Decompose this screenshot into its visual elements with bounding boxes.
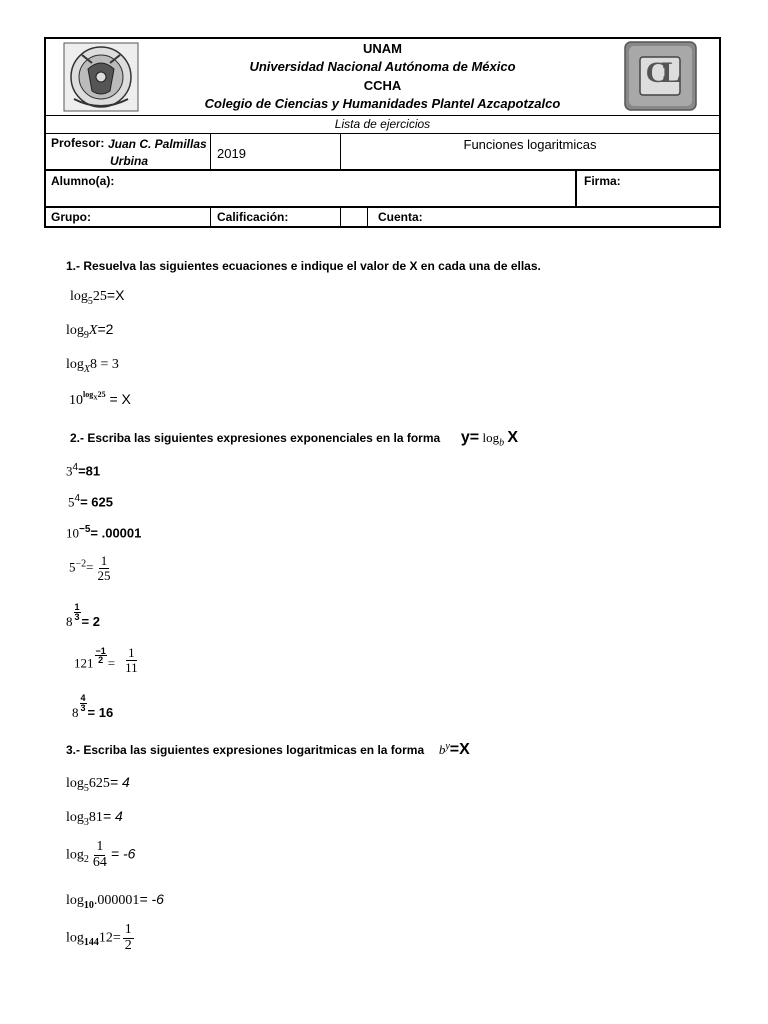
- cuenta-label: Cuenta:: [378, 210, 423, 224]
- year-value: 2019: [217, 146, 246, 161]
- s2-item-5: 8 $\frac{1}{3}$ = 2: [66, 602, 100, 629]
- s2-item-7: 8 $\frac{4}{3}$ = 16: [72, 693, 114, 720]
- s3-item-4: $\log_{10}.000001= -6$: [66, 891, 164, 911]
- header-title-colegio: Colegio de Ciencias y Humanidades Plantel Azcapotzalco: [204, 96, 561, 111]
- header-title-university: Universidad Nacional Autónoma de México: [249, 59, 516, 74]
- section2-title: 2.- Escriba las siguientes expresiones exponenciales en la forma: [70, 431, 441, 445]
- alumno-label: Alumno(a):: [51, 174, 115, 188]
- unam-seal-logo: [62, 41, 140, 113]
- section3-title-row: [66, 741, 470, 759]
- s1-item-1: $\log_525=X$: [70, 287, 125, 307]
- cch-logo-text: CL: [645, 56, 676, 89]
- section2-form-log: log: [482, 430, 500, 445]
- section2-form-x: X: [507, 429, 519, 446]
- s2-item-6: 121 $\frac{-1}{2}$ = $\frac{1}{11}$: [74, 645, 138, 675]
- s2-item-3: $10^{-5}= .00001$: [66, 524, 142, 541]
- s2-item-2: $5^4= 625$: [68, 493, 113, 510]
- header-title-unam: UNAM: [363, 41, 402, 56]
- profesor-name: [50, 136, 208, 170]
- s3-item-5-fraction: $\frac{1}{2}$: [124, 922, 132, 953]
- section3-title: 3.- Escriba las siguientes expresiones logaritmicas en la forma: [66, 743, 425, 757]
- section3-form-y: y: [445, 741, 450, 752]
- header-subtitle: Lista de ejercicios: [334, 117, 431, 131]
- s2-item-6-fraction: $\frac{1}{11}$: [125, 645, 138, 675]
- section2-form-b: b: [499, 437, 505, 449]
- s1-item-3: $\log_X8 = 3$: [66, 357, 119, 375]
- s2-item-4: $5^{-2}=$ $\frac{1}{25}$: [69, 553, 111, 583]
- s3-item-1: $\log_5625= 4$: [66, 774, 130, 794]
- s3-item-3-fraction: $\frac{1}{64}$: [92, 839, 107, 870]
- s2-item-4-fraction: $\frac{1}{25}$: [97, 553, 111, 583]
- section2-title-row: [70, 429, 518, 448]
- s3-item-5: $\log_{144}12=$ $\frac{1}{2}$: [66, 922, 132, 953]
- cch-logo: [624, 41, 697, 111]
- section3-form-b: b: [438, 742, 446, 757]
- s1-item-4: $10^{log_X25} = X$: [69, 390, 131, 408]
- profesor-label: Profesor:: [51, 136, 105, 150]
- s3-item-2: $\log_381= 4$: [66, 808, 123, 828]
- section3-form-x: =X: [449, 741, 470, 758]
- s2-item-1: $3^4=81$: [66, 462, 101, 479]
- grupo-label: Grupo:: [51, 210, 91, 224]
- profesor-name-text: Juan C. Palmillas Urbina: [107, 137, 207, 168]
- topic-title: Funciones logaritmicas: [463, 137, 597, 152]
- firma-label: Firma:: [584, 174, 621, 188]
- header-title-ccha: CCHA: [363, 78, 402, 93]
- calificacion-label: Calificación:: [217, 210, 289, 224]
- section1-title: 1.- Resuelva las siguientes ecuaciones e indique el valor de X en cada una de ellas.: [66, 259, 541, 273]
- s1-item-2: $\log_9X=2$: [66, 321, 114, 341]
- s3-item-3: $\log_2$ $\frac{1}{64}$ = -6: [66, 839, 136, 870]
- section2-form-y: y=: [460, 429, 480, 446]
